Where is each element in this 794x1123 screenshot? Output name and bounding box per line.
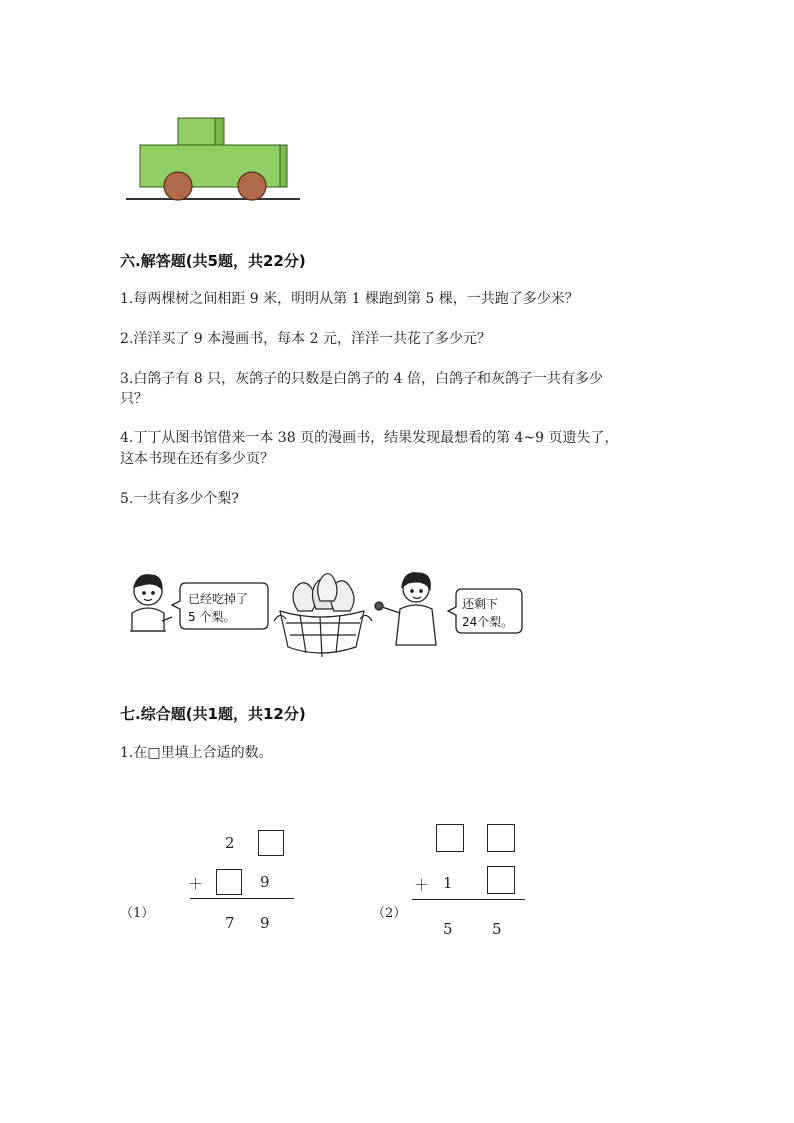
problem2-mid-digit: 1: [443, 874, 453, 892]
pear-basket-icon: [274, 574, 372, 657]
problem2-mid-blank-box[interactable]: [487, 866, 515, 894]
problem1-mid-blank-box[interactable]: [216, 869, 242, 895]
question-3-line2: 只？: [120, 391, 148, 407]
question-4-line2: 这本书现在还有多少页？: [120, 451, 274, 467]
speech-bubble-right-line2: 24个梨。: [462, 615, 514, 629]
problem1-sum-line: [190, 898, 294, 899]
question-5: 5.一共有多少个梨?: [120, 491, 239, 507]
problem2-sum-line: [412, 899, 525, 900]
truck-illustration: [120, 110, 310, 205]
pear-scene-illustration: [120, 565, 540, 660]
section7-question-1: 1.在□里填上合适的数。: [120, 745, 273, 761]
truck-cab: [178, 118, 215, 145]
question-1: 1.每两棵树之间相距 9 米，明明从第 1 棵跑到第 5 棵，一共跑了多少米？: [120, 291, 579, 307]
problem2-label: （2）: [372, 906, 407, 921]
section7-title: 七.综合题(共1题，共12分): [120, 705, 306, 723]
problem2-top-ones-blank-box[interactable]: [487, 824, 515, 852]
problem1-top-digit: 2: [225, 834, 235, 852]
problem1-top-blank-box[interactable]: [258, 830, 284, 856]
section6-title: 六.解答题(共5题，共22分): [120, 252, 306, 270]
problem2-result-tens: 5: [443, 920, 453, 938]
problem1-label: （1）: [120, 906, 155, 921]
speech-bubble-right-line1: 还剩下: [462, 597, 499, 611]
speech-bubble-left-line1: 已经吃掉了: [188, 592, 249, 606]
problem1-result-tens: 7: [225, 914, 235, 932]
question-4-line1: 4.丁丁从图书馆借来一本 38 页的漫画书，结果发现最想看的第 4~9 页遗失了，: [120, 430, 619, 446]
girl-icon: [375, 573, 436, 645]
truck-wheel-left: [164, 172, 192, 200]
truck-wheel-right: [238, 172, 266, 200]
speech-bubble-left-line2: 5 个梨。: [188, 610, 236, 624]
problem1-plus-sign: ＋: [188, 875, 204, 893]
problem2-result-ones: 5: [492, 920, 502, 938]
problem2-top-tens-blank-box[interactable]: [436, 824, 464, 852]
boy-icon: [130, 575, 172, 631]
question-3-line1: 3.白鸽子有 8 只，灰鸽子的只数是白鸽子的 4 倍，白鸽子和灰鸽子一共有多少: [120, 371, 603, 387]
problem2-plus-sign: ＋: [414, 876, 430, 894]
problem1-mid-digit: 9: [260, 873, 270, 891]
question-2: 2.洋洋买了 9 本漫画书，每本 2 元，洋洋一共花了多少元？: [120, 331, 491, 347]
problem1-result-ones: 9: [260, 914, 270, 932]
